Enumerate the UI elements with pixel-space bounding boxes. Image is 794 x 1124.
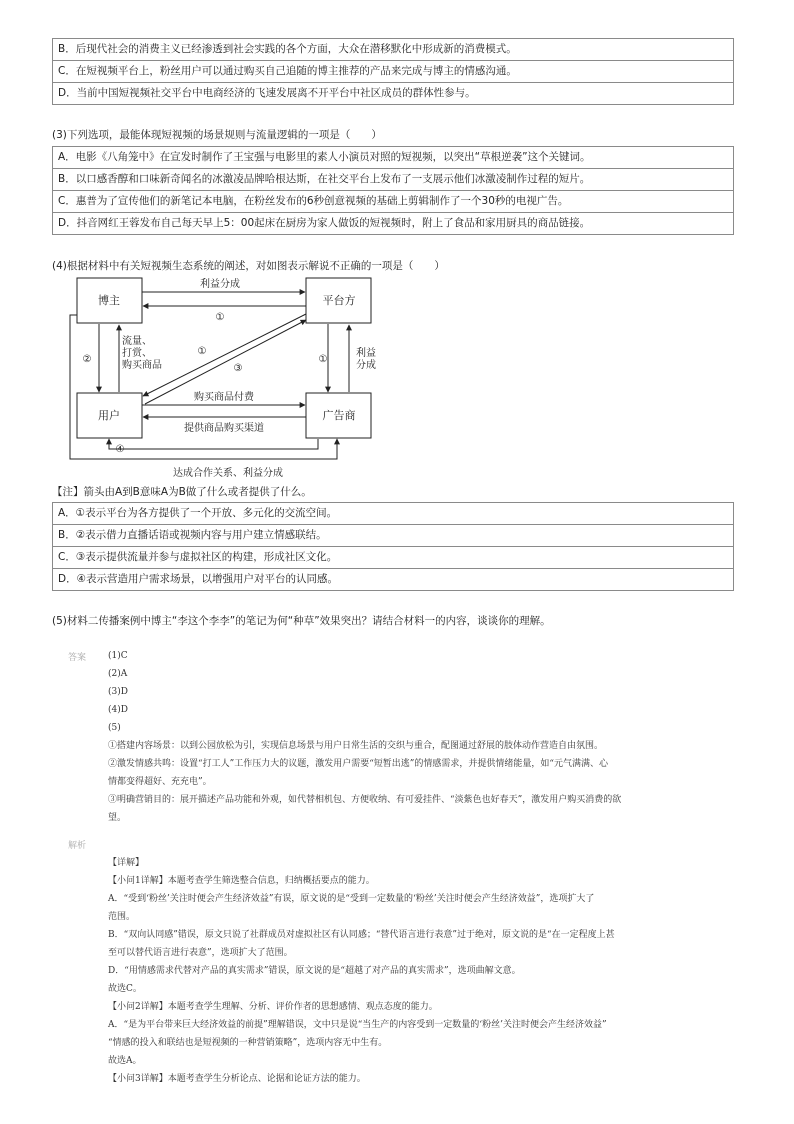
label-traffic-3: 购买商品 xyxy=(122,360,162,371)
q3-option-c[interactable]: C．惠普为了宣传他们的新笔记本电脑，在粉丝发布的6秒创意视频的基础上剪辑制作了一个30秒的电视广告。 xyxy=(53,191,734,213)
label-circle3-diag: ③ xyxy=(233,363,243,374)
question-3-stem: (3)下列选项，最能体现短视频的场景规则与流量逻辑的一项是（ ） xyxy=(52,129,382,141)
explanation-line: 故选C。 xyxy=(108,984,142,994)
label-circle2-left: ② xyxy=(82,354,92,365)
answer-line: (4)D xyxy=(108,705,128,715)
q4-option-a[interactable]: A．①表示平台为各方提供了一个开放、多元化的交流空间。 xyxy=(53,503,734,525)
q2-option-d[interactable]: D．当前中国短视频社交平台中电商经济的飞速发展离不开平台中社区成员的群体性参与。 xyxy=(53,83,734,105)
answer-line: 情都变得超好、充充电”。 xyxy=(108,777,212,787)
option-row xyxy=(53,213,734,235)
node-advertiser: 广告商 xyxy=(322,409,356,422)
label-circle1-top: ① xyxy=(215,312,225,323)
option-row xyxy=(53,547,734,569)
loop-advertiser-user xyxy=(109,439,318,449)
option-row xyxy=(53,61,734,83)
explanation-line: A．“受到‘粉丝’关注时便会产生经济效益”有误，原文说的是“受到一定数量的‘粉丝’关注时便会产生经济效益”，选项扩大了 xyxy=(108,894,595,904)
q4-option-d[interactable]: D．④表示营造用户需求场景，以增强用户对平台的认同感。 xyxy=(53,569,734,591)
q4-option-c[interactable]: C．③表示提供流量并参与虚拟社区的构建，形成社区文化。 xyxy=(53,547,734,569)
explanation-line: D．“用情感需求代替对产品的真实需求”错误，原文说的是“超越了对产品的真实需求”，选项曲解文意。 xyxy=(108,966,521,976)
node-user: 用户 xyxy=(98,409,120,422)
label-profit-top: 利益分成 xyxy=(200,279,240,290)
q3-option-b[interactable]: B．以口感香醇和口味新奇闻名的冰激凌品牌哈根达斯，在社交平台上发布了一支展示他们冰激凌制作过程的短片。 xyxy=(53,169,734,191)
answer-line: (1)C xyxy=(108,651,128,661)
label-profit-right-2: 分成 xyxy=(356,360,376,371)
label-profit-right-1: 利益 xyxy=(356,348,376,359)
answer-line: (3)D xyxy=(108,687,128,697)
question-4-note: 【注】箭头由A到B意味A为B做了什么或者提供了什么。 xyxy=(52,486,312,498)
answer-line: ②激发情感共鸣：设置“打工人”工作压力大的议题，激发用户需要“短暂出逃”的情感需求，并提供情绪能量，如“元气满满、心 xyxy=(108,759,609,769)
arrow-platform-user xyxy=(143,314,306,396)
label-traffic-2: 打赏、 xyxy=(122,348,152,359)
ecosystem-diagram xyxy=(52,274,382,484)
option-row xyxy=(53,191,734,213)
q2-option-c[interactable]: C．在短视频平台上，粉丝用户可以通过购买自己追随的博主推荐的产品来完成与博主的情感沟通。 xyxy=(53,61,734,83)
explanation-line: 【详解】 xyxy=(108,858,145,868)
node-platform: 平台方 xyxy=(322,294,356,307)
explanation-line: 至可以替代语言进行表意”，选项扩大了范围。 xyxy=(108,948,293,958)
label-buy-pay: 购买商品付费 xyxy=(194,392,254,403)
label-cooperation: 达成合作关系、利益分成 xyxy=(173,468,283,479)
option-row xyxy=(53,83,734,105)
q3-option-d[interactable]: D．抖音网红王蓉发布自己每天早上5：00起床在厨房为家人做饭的短视频时，附上了食品和家用厨具的商品链接。 xyxy=(53,213,734,235)
node-blogger: 博主 xyxy=(98,294,120,307)
option-row xyxy=(53,503,734,525)
answer-line: 望。 xyxy=(108,813,127,823)
label-circle4: ④ xyxy=(115,444,125,455)
label-traffic-1: 流量、 xyxy=(122,336,152,347)
label-provide-channel: 提供商品购买渠道 xyxy=(184,423,264,434)
question-4-stem: (4)根据材料中有关短视频生态系统的阐述，对如图表示解说不正确的一项是（ ） xyxy=(52,260,445,272)
q4-option-b[interactable]: B．②表示借力直播话语或视频内容与用户建立情感联结。 xyxy=(53,525,734,547)
label-circle1-right: ① xyxy=(318,354,328,365)
explanation-line: B．“双向认同感”错误，原文只说了社群成员对虚拟社区有认同感；“替代语言进行表意”过于绝对，原文说的是“在一定程度上甚 xyxy=(108,930,615,940)
answer-line: (2)A xyxy=(108,669,128,679)
explanation-line: A．“是为平台带来巨大经济效益的前提”理解错误，文中只是说“当生产的内容受到一定数量的‘粉丝’关注时便会产生经济效益” xyxy=(108,1020,607,1030)
q2-option-b[interactable]: B．后现代社会的消费主义已经渗透到社会实践的各个方面，大众在潜移默化中形成新的消费模式。 xyxy=(53,39,734,61)
answer-label: 答案 xyxy=(68,653,87,663)
explanation-line: 范围。 xyxy=(108,912,136,922)
label-circle1-diag: ① xyxy=(197,346,207,357)
option-row xyxy=(53,147,734,169)
explanation-line: 【小问3详解】本题考查学生分析论点、论据和论证方法的能力。 xyxy=(108,1074,366,1084)
q3-options-table xyxy=(52,146,734,235)
explanation-label: 解析 xyxy=(68,841,87,851)
explanation-line: 故选A。 xyxy=(108,1056,142,1066)
explanation-line: 【小问1详解】本题考查学生筛选整合信息，归纳概括要点的能力。 xyxy=(108,876,375,886)
option-row xyxy=(53,169,734,191)
question-5-stem: (5)材料二传播案例中博主“李这个李李”的笔记为何“种草”效果突出？请结合材料一的内容，谈谈你的理解。 xyxy=(52,615,551,627)
explanation-line: 【小问2详解】本题考查学生理解、分析、评价作者的思想感情、观点态度的能力。 xyxy=(108,1002,438,1012)
q4-options-table xyxy=(52,502,734,591)
answer-line: ①搭建内容场景：以到公园放松为引，实现信息场景与用户日常生活的交织与重合，配图通过舒展的肢体动作营造自由氛围。 xyxy=(108,741,604,751)
option-row xyxy=(53,525,734,547)
q2-options-table xyxy=(52,38,734,105)
q3-option-a[interactable]: A．电影《八角笼中》在宣发时制作了王宝强与电影里的素人小演员对照的短视频，以突出“草根逆袭”这个关键词。 xyxy=(53,147,734,169)
option-row xyxy=(53,569,734,591)
answer-line: ③明确营销目的：展开描述产品功能和外观，如代替相机包、方便收纳、有可爱挂件、“淡紫色也好春天”，激发用户购买消费的欲 xyxy=(108,795,622,805)
answer-line: (5) xyxy=(108,723,121,733)
explanation-line: “情感的投入和联结也是短视频的一种营销策略”，选项内容无中生有。 xyxy=(108,1038,388,1048)
option-row xyxy=(53,39,734,61)
